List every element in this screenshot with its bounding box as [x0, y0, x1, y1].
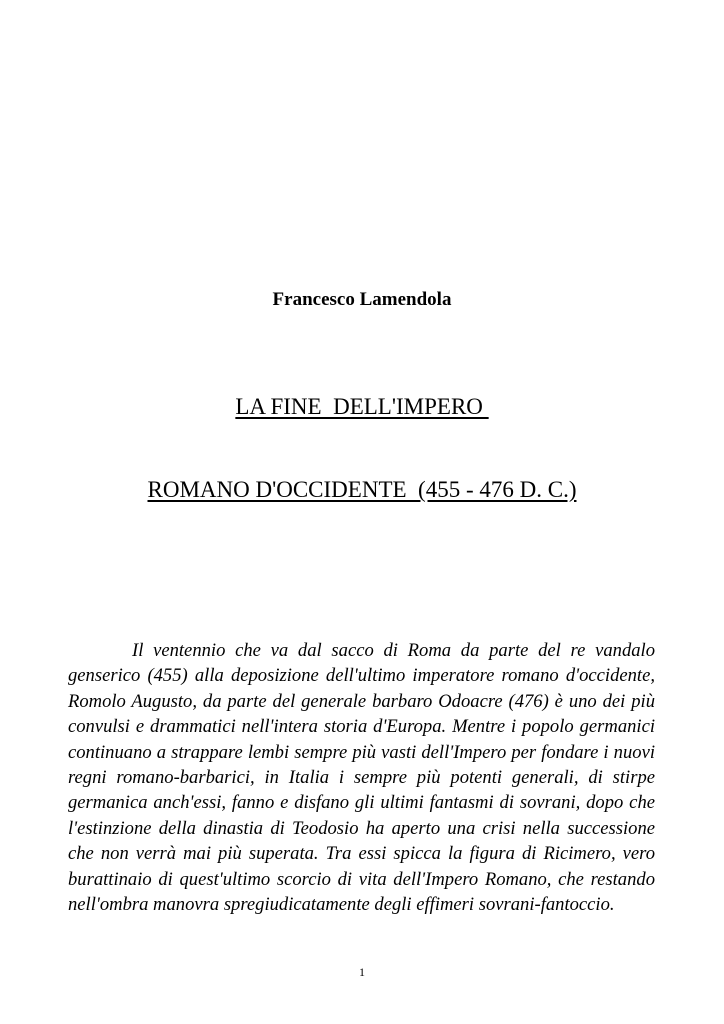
document-title-line-1: LA FINE DELL'IMPERO	[235, 394, 489, 419]
author-name: Francesco Lamendola	[272, 289, 452, 310]
page-number: 1	[359, 965, 365, 979]
document-title-line-2: ROMANO D'OCCIDENTE (455 - 476 D. C.)	[147, 477, 577, 502]
abstract-paragraph: Il ventennio che va dal sacco di Roma da parte del re vandalo genserico (455) alla deposizione dell'ultimo imperatore romano d'occidente, Romolo Augusto, da parte del generale barbaro Odoacre (476) è uno dei più convulsi e drammatici nell'intera storia d'Europa. Mentre i popolo germanici continuano a strappare lembi sempre più vasti dell'Impero per fondare i nuovi regni romano-barbarici, in Italia i sempre più potenti generali, di stirpe germanica anch'essi, fanno e disfano gli ultimi fantasmi di sovrani, dopo che l'estinzione della dinastia di Teodosio ha aperto una crisi nella successione che non verrà mai più superata. Tra essi spicca la figura di Ricimero, vero burattinaio di quest'ultimo scorcio di vita dell'Impero Romano, che restando nell'ombra manovra spregiudicatamente degli effimeri sovrani-fantoccio.	[68, 640, 655, 916]
